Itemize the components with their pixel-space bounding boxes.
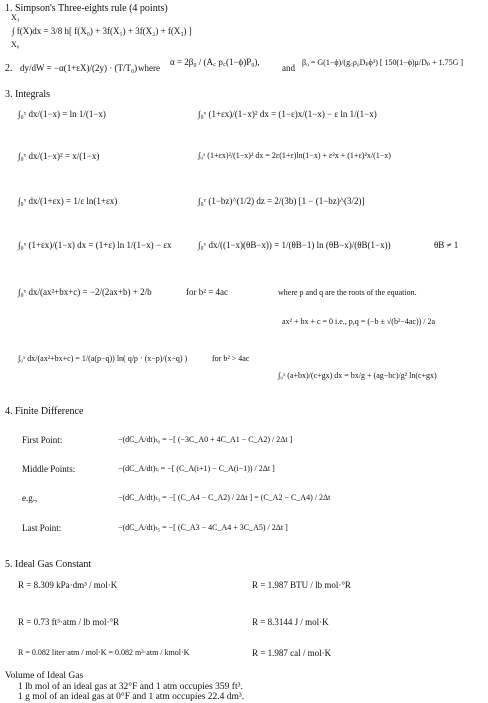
integral-9: ∫₀ˣ dx/(ax²+bx+c) = −2/(2ax+b) + 2/b bbox=[18, 287, 152, 297]
first-point-label: First Point: bbox=[22, 435, 63, 445]
integral-2: ∫₀ˣ (1+εx)/(1−x)² dx = (1−ε)x/(1−x) − ε ln 1/(1−x) bbox=[198, 109, 377, 119]
integral-7: ∫₀ˣ (1+εx)/(1−x) dx = (1+ε) ln 1/(1−x) − εx bbox=[18, 240, 172, 250]
roots-note: where p and q are the roots of the equation. bbox=[278, 288, 417, 297]
integral-11: ∫₀ˣ (a+bx)/(c+gx) dx = bx/g + (ag−bc)/g² ln(c+gx) bbox=[278, 371, 437, 380]
alpha-definition: α = 2β₀ / (A꜀ ρ꜀(1−ϕ)P₀), bbox=[170, 57, 260, 67]
simpson-upper-limit: X₃ bbox=[11, 13, 20, 22]
integral-4: ∫₀ˣ (1+εx)²/(1−x)² dx = 2ε(1+ε)ln(1−x) + ε²x + (1+ε)²x/(1−x) bbox=[198, 151, 391, 160]
integral-1: ∫₀ˣ dx/(1−x) = ln 1/(1−x) bbox=[18, 109, 106, 119]
gas-constant-cal: R = 1.987 cal / mol·K bbox=[252, 648, 332, 658]
finite-difference-heading: 4. Finite Difference bbox=[5, 406, 84, 417]
gas-constant-joule: R = 8.3144 J / mol·K bbox=[252, 617, 329, 627]
integral-10-condition: for b² > 4ac bbox=[212, 354, 250, 363]
beta-definition: β₀ = G(1−ϕ)/(g꜀ρ₀Dₚϕ³) [ 150(1−ϕ)μ/Dₚ + 1.75G ] bbox=[302, 58, 464, 67]
integral-5: ∫₀ˣ dx/(1+εx) = 1/ε ln(1+εx) bbox=[18, 196, 118, 206]
middle-points-equation: −(dC_A/dt)ₜᵢ = −[ (C_A(i+1) − C_A(i−1)) / 2Δt ] bbox=[118, 464, 275, 473]
gas-constant-liter: R = 0.082 liter·atm / mol·K = 0.082 m³·atm / kmol·K bbox=[18, 648, 190, 657]
integral-8: ∫₀ˣ dx/((1−x)(θB−x)) = 1/(θB−1) ln (θB−x)/(θB(1−x)) bbox=[198, 240, 391, 250]
last-point-equation: −(dC_A/dt)ₜ₅ = −[ (C_A3 − 4C_A4 + 3C_A5) / 2Δt ] bbox=[118, 523, 288, 532]
integral-9-condition: for b² = 4ac bbox=[186, 287, 229, 297]
integral-3: ∫₀ˣ dx/(1−x)² = x/(1−x) bbox=[18, 151, 100, 161]
integrals-heading: 3. Integrals bbox=[5, 89, 50, 100]
gas-constant-ft3: R = 0.73 ft³·atm / lb mol·°R bbox=[18, 617, 120, 627]
ergun-where: where bbox=[138, 63, 160, 73]
gas-constant-heading: 5. Ideal Gas Constant bbox=[5, 559, 92, 570]
example-equation: −(dC_A/dt)ₜ₃ = −[ (C_A4 − C_A2) / 2Δt ] = (C_A2 − C_A4) / 2Δt bbox=[118, 493, 331, 502]
quadratic-roots: ax² + bx + c = 0 i.e., p,q = (−b ± √(b²−4ac)) / 2a bbox=[282, 317, 436, 326]
first-point-equation: −(dC_A/dt)ₜ₀ = −[ (−3C_A0 + 4C_A1 − C_A2) / 2Δt ] bbox=[118, 435, 293, 444]
volume-line-2: 1 g mol of an ideal gas at 0°F and 1 atm occupies 22.4 dm³. bbox=[18, 692, 245, 702]
simpson-formula: ∫ f(X)dx = 3/8 h[ f(X₀) + 3f(X₁) + 3f(X₂) + f(X₃) ] bbox=[12, 26, 192, 36]
middle-points-label: Middle Points: bbox=[22, 464, 76, 474]
example-label: e.g., bbox=[22, 493, 38, 503]
volume-line-1: 1 lb mol of an ideal gas at 32°F and 1 atm occupies 359 ft³. bbox=[18, 682, 243, 692]
ergun-rate-equation: dy/dW = −α(1+εX)/(2y) · (T/T₀) bbox=[20, 63, 138, 73]
integral-8-condition: θB ≠ 1 bbox=[434, 240, 459, 250]
ergun-number: 2. bbox=[5, 63, 13, 74]
integral-6: ∫₀ᶻ (1−bz)^(1/2) dz = 2/(3b) [1 − (1−bz)^(3/2)] bbox=[198, 196, 365, 206]
simpson-lower-limit: X₀ bbox=[11, 40, 20, 49]
gas-constant-btu: R = 1.987 BTU / lb mol·°R bbox=[252, 580, 351, 590]
simpson-heading: 1. Simpson's Three-eights rule (4 points) bbox=[5, 3, 168, 14]
integral-10: ∫₀ˣ dx/(ax²+bx+c) = 1/(a(p−q)) ln( q/p · (x−p)/(x−q) ) bbox=[18, 354, 188, 363]
last-point-label: Last Point: bbox=[22, 523, 62, 533]
gas-constant-kpa: R = 8.309 kPa·dm³ / mol·K bbox=[18, 580, 118, 590]
volume-heading: Volume of Ideal Gas bbox=[5, 671, 84, 681]
ergun-and: and bbox=[282, 63, 295, 73]
